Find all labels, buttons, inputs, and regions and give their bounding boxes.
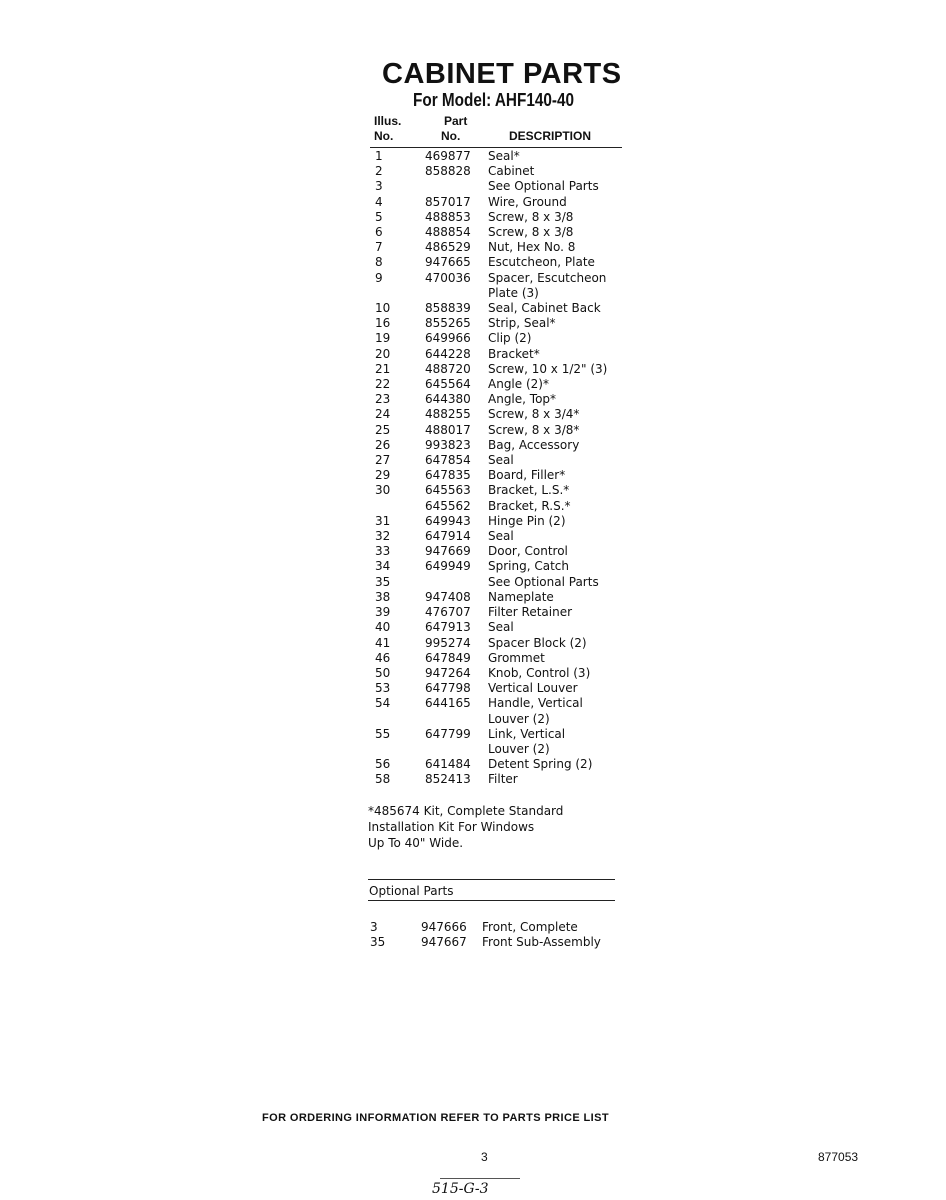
part-number: 488720	[425, 361, 471, 376]
part-number: 645562	[425, 498, 471, 513]
part-description: Vertical Louver	[488, 681, 578, 696]
part-number: 647914	[425, 529, 471, 544]
illus-number: 27	[375, 453, 391, 468]
page-title: CABINET PARTS	[382, 58, 622, 90]
table-row	[370, 149, 630, 164]
table-row	[370, 468, 630, 483]
part-description: Bracket, R.S.*	[488, 498, 571, 513]
illus-number: 34	[375, 559, 391, 574]
illus-number: 46	[375, 650, 391, 665]
illus-number: 39	[375, 605, 391, 620]
part-description: Angle, Top*	[488, 392, 557, 407]
parts-table	[370, 149, 630, 788]
optional-parts-table	[368, 920, 628, 950]
part-description: Spacer Block (2)	[488, 635, 587, 650]
table-row	[370, 772, 630, 787]
illus-number: 54	[375, 696, 391, 711]
table-row	[370, 757, 630, 772]
table-row	[370, 301, 630, 316]
table-row	[370, 316, 630, 331]
document-number: 877053	[818, 1150, 859, 1164]
illus-number: 38	[375, 589, 391, 604]
part-number: 476707	[425, 605, 471, 620]
table-row	[370, 331, 630, 346]
table-row	[370, 483, 630, 498]
header-rule	[370, 147, 622, 148]
part-number: 486529	[425, 240, 471, 255]
table-row	[370, 179, 630, 194]
part-number: 649949	[425, 559, 471, 574]
table-row	[370, 225, 630, 240]
part-description: See Optional Parts	[488, 179, 599, 194]
illus-number: 3	[370, 920, 378, 934]
table-row	[370, 620, 630, 635]
part-number: 947408	[425, 589, 471, 604]
part-number: 852413	[425, 772, 471, 787]
part-description: Front Sub-Assembly	[482, 935, 601, 950]
part-number: 488017	[425, 422, 471, 437]
part-description: Hinge Pin (2)	[488, 513, 566, 528]
part-number: 649966	[425, 331, 471, 346]
header-part-line2: No.	[441, 129, 461, 143]
table-row	[370, 347, 630, 362]
part-description: Link, Vertical Louver (2)	[488, 726, 566, 756]
part-number: 647799	[425, 726, 471, 741]
illus-number: 21	[375, 361, 391, 376]
illus-number: 4	[375, 194, 383, 209]
illus-number: 5	[375, 209, 383, 224]
table-row	[370, 696, 630, 726]
part-number: 488255	[425, 407, 471, 422]
illus-number: 24	[375, 407, 391, 422]
kit-footnote: *485674 Kit, Complete Standard Installation Kit For Windows Up To 40" Wide.	[368, 804, 564, 850]
table-row	[370, 636, 630, 651]
table-row	[370, 453, 630, 468]
part-number: 858839	[425, 301, 471, 316]
illus-number: 7	[375, 240, 383, 255]
illus-number: 56	[375, 757, 391, 772]
part-number: 947264	[425, 665, 471, 680]
illus-number: 25	[375, 422, 391, 437]
part-description: Bracket*	[488, 346, 540, 361]
illus-number: 23	[375, 392, 391, 407]
handwritten-underline	[440, 1178, 520, 1179]
table-row	[370, 514, 630, 529]
optional-parts-title: Optional Parts	[369, 884, 454, 898]
table-row	[370, 605, 630, 620]
table-row	[370, 377, 630, 392]
part-description: Strip, Seal*	[488, 316, 556, 331]
table-row	[370, 423, 630, 438]
part-number: 647854	[425, 453, 471, 468]
illus-number: 19	[375, 331, 391, 346]
table-row	[368, 920, 628, 935]
optional-rule-bottom	[368, 900, 615, 901]
table-row	[370, 392, 630, 407]
part-description: Filter Retainer	[488, 605, 573, 620]
handwritten-note: 515-G-3	[432, 1181, 489, 1197]
part-number: 644380	[425, 392, 471, 407]
table-row	[370, 407, 630, 422]
illus-number: 26	[375, 437, 391, 452]
illus-number: 20	[375, 346, 391, 361]
table-row	[370, 438, 630, 453]
table-row	[370, 195, 630, 210]
part-number: 995274	[425, 635, 471, 650]
illus-number: 30	[375, 483, 391, 498]
part-number: 644228	[425, 346, 471, 361]
illus-number: 1	[375, 149, 383, 163]
header-illus-line2: No.	[374, 129, 394, 143]
table-row	[370, 590, 630, 605]
part-description: See Optional Parts	[488, 574, 599, 589]
part-description: Screw, 8 x 3/8	[488, 209, 574, 224]
table-row	[368, 935, 628, 950]
table-row	[370, 681, 630, 696]
optional-rule-top	[368, 879, 615, 880]
part-description: Bracket, L.S.*	[488, 483, 570, 498]
part-number: 647913	[425, 620, 471, 635]
table-row	[370, 651, 630, 666]
table-row	[370, 575, 630, 590]
part-number: 644165	[425, 696, 471, 711]
illus-number: 3	[375, 179, 383, 194]
illus-number: 55	[375, 726, 391, 741]
illus-number: 50	[375, 665, 391, 680]
part-description: Handle, Vertical Louver (2)	[488, 696, 583, 726]
part-description: Filter	[488, 772, 518, 787]
table-row	[370, 559, 630, 574]
illus-number: 6	[375, 225, 383, 240]
part-description: Escutcheon, Plate	[488, 255, 595, 270]
part-description: Wire, Ground	[488, 194, 567, 209]
table-row	[370, 271, 630, 301]
part-description: Clip (2)	[488, 331, 532, 346]
part-number: 855265	[425, 316, 471, 331]
illus-number: 16	[375, 316, 391, 331]
part-number: 947669	[425, 544, 471, 559]
table-row	[370, 210, 630, 225]
table-row	[370, 529, 630, 544]
model-subtitle: For Model: AHF140-40	[413, 90, 574, 110]
part-number: 993823	[425, 437, 471, 452]
illus-number: 41	[375, 635, 391, 650]
part-number: 488853	[425, 209, 471, 224]
illus-number: 33	[375, 544, 391, 559]
illus-number: 35	[370, 935, 386, 950]
part-description: Front, Complete	[482, 920, 578, 934]
table-row	[370, 362, 630, 377]
illus-number: 35	[375, 574, 391, 589]
header-part-line1: Part	[444, 114, 468, 128]
illus-number: 40	[375, 620, 391, 635]
illus-number: 9	[375, 270, 383, 285]
part-number: 947666	[421, 920, 467, 934]
table-row	[370, 666, 630, 681]
part-description: Screw, 8 x 3/4*	[488, 407, 580, 422]
part-number: 488854	[425, 225, 471, 240]
part-description: Angle (2)*	[488, 377, 549, 392]
table-row	[370, 544, 630, 559]
table-row	[370, 255, 630, 270]
part-description: Bag, Accessory	[488, 437, 580, 452]
part-description: Screw, 10 x 1/2" (3)	[488, 361, 608, 376]
illus-number: 8	[375, 255, 383, 270]
table-row	[370, 164, 630, 179]
part-description: Door, Control	[488, 544, 568, 559]
header-illus-line1: Illus.	[374, 114, 402, 128]
illus-number: 29	[375, 468, 391, 483]
part-description: Grommet	[488, 650, 545, 665]
part-description: Seal	[488, 529, 514, 544]
part-description: Cabinet	[488, 164, 535, 179]
table-row	[370, 727, 630, 757]
part-number: 858828	[425, 164, 471, 179]
part-description: Screw, 8 x 3/8	[488, 225, 574, 240]
part-number: 649943	[425, 513, 471, 528]
illus-number: 53	[375, 681, 391, 696]
illus-number: 2	[375, 164, 383, 179]
part-description: Screw, 8 x 3/8*	[488, 422, 580, 437]
part-description: Seal*	[488, 149, 520, 163]
page-number: 3	[481, 1150, 488, 1164]
part-description: Knob, Control (3)	[488, 665, 591, 680]
table-row	[370, 240, 630, 255]
part-description: Spacer, Escutcheon Plate (3)	[488, 270, 607, 300]
part-description: Nameplate	[488, 589, 554, 604]
ordering-info-footer: FOR ORDERING INFORMATION REFER TO PARTS PRICE LIST	[262, 1112, 609, 1124]
part-description: Seal, Cabinet Back	[488, 301, 601, 316]
header-description: DESCRIPTION	[509, 129, 592, 143]
part-number: 645564	[425, 377, 471, 392]
part-number: 470036	[425, 270, 471, 285]
part-description: Board, Filler*	[488, 468, 566, 483]
illus-number: 22	[375, 377, 391, 392]
part-description: Detent Spring (2)	[488, 757, 593, 772]
part-description: Seal	[488, 620, 514, 635]
table-row	[370, 499, 630, 514]
illus-number: 32	[375, 529, 391, 544]
illus-number: 58	[375, 772, 391, 787]
illus-number: 31	[375, 513, 391, 528]
part-number: 647849	[425, 650, 471, 665]
part-number: 647835	[425, 468, 471, 483]
illus-number: 10	[375, 301, 391, 316]
part-number: 647798	[425, 681, 471, 696]
part-number: 469877	[425, 149, 471, 163]
part-number: 641484	[425, 757, 471, 772]
part-number: 645563	[425, 483, 471, 498]
part-description: Spring, Catch	[488, 559, 569, 574]
part-number: 857017	[425, 194, 471, 209]
part-number: 947667	[421, 935, 467, 950]
part-description: Seal	[488, 453, 514, 468]
part-description: Nut, Hex No. 8	[488, 240, 576, 255]
part-number: 947665	[425, 255, 471, 270]
